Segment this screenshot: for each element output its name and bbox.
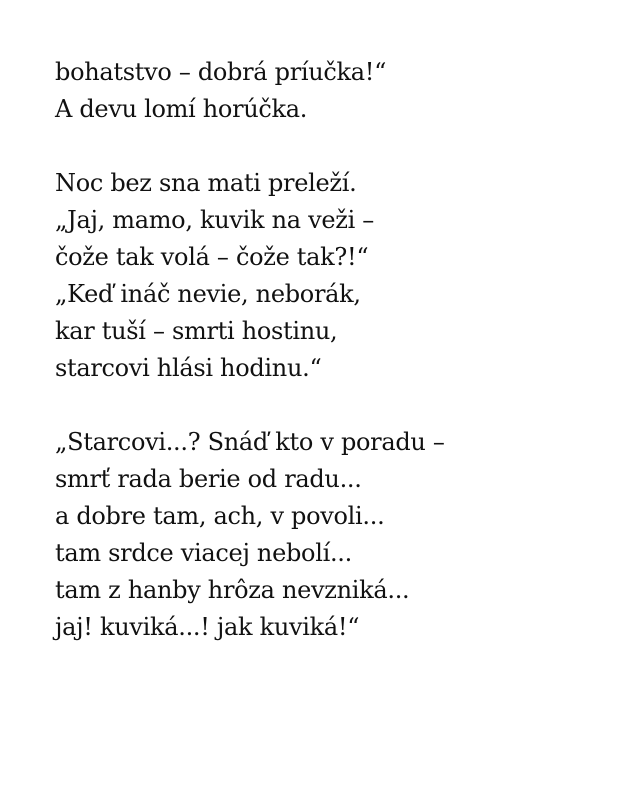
poem-line: „Starcovi...? Snáď kto v poradu –: [55, 428, 445, 456]
poem-line: tam srdce viacej nebolí...: [55, 539, 352, 567]
poem-line: „Jaj, mamo, kuvik na veži –: [55, 206, 375, 234]
stanza-1: [55, 54, 615, 128]
poem-line: smrť rada berie od radu...: [55, 465, 362, 493]
poem-line: A devu lomí horúčka.: [55, 95, 308, 123]
stanza-2: [55, 165, 615, 387]
stanza-3: [55, 424, 615, 646]
poem-line: „Keď ináč nevie, neborák,: [55, 280, 361, 308]
poem-line: Noc bez sna mati preleží.: [55, 169, 357, 197]
poem-line: tam z hanby hrôza nevzniká...: [55, 576, 410, 604]
poem-text: [55, 54, 615, 646]
poem-line: jaj! kuviká...! jak kuviká!“: [55, 613, 360, 641]
poem-line: bohatstvo – dobrá príučka!“: [55, 58, 387, 86]
poem-line: a dobre tam, ach, v povoli...: [55, 502, 385, 530]
poem-line: čože tak volá – čože tak?!“: [55, 243, 369, 271]
poem-line: starcovi hlási hodinu.“: [55, 354, 322, 382]
poem-line: kar tuší – smrti hostinu,: [55, 317, 338, 345]
